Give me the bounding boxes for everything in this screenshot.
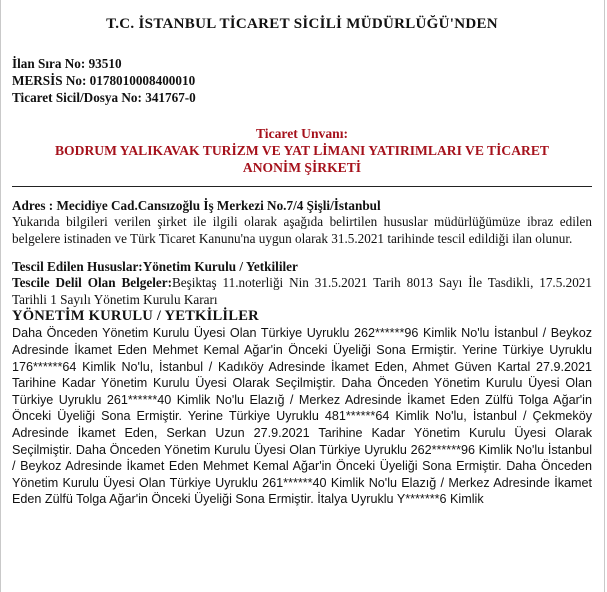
- address-label: Adres :: [12, 198, 54, 213]
- board-changes-text: Daha Önceden Yönetim Kurulu Üyesi Olan Türkiye Uyruklu 262******96 Kimlik No'lu İstanbul / Beykoz Adresinde İkamet Eden Mehmet Kemal Ağar'in Önceki Üyeliği Sona Ermiştir. Yerine Türkiye Uyruklu 176******64 Kimlik No'lu, İstanbul / Kadıköy Adresinde İkamet Eden, Ahmet Güven Kartal 27.9.2021 Tarihine Kadar Yönetim Kurulu Üyesi Olarak Seçilmiştir. Daha Önceden Yönetim Kurulu Üyesi Olan Türkiye Uyruklu 261******40 Kimlik No'lu Elazığ / Merkez Adresinde İkamet Eden Zülfü Tolga Ağar'in Önceki Üyeliği Sona Ermiştir. Yerine Türkiye Uyruklu 481******64 Kimlik No'lu, İstanbul / Çekmeköy Adresinde İkamet Eden, Serkan Uzun 27.9.2021 Tarihine Kadar Yönetim Kurulu Üyesi Olarak Seçilmiştir. Daha Önceden Yönetim Kurulu Üyesi Olan Türkiye Uyruklu 262******96 Kimlik No'lu İstanbul / Beykoz Adresinde İkamet Eden Mehmet Kemal Ağar'in Önceki Üyeliği Sona Ermiştir. Daha Önceden Yönetim Kurulu Üyesi Olan Türkiye Uyruklu 261******40 Kimlik No'lu Elazığ / Merkez Adresinde İkamet Eden Zülfü Tolga Ağar'in Önceki Üyeliği Sona Ermiştir. İtalya Uyruklu Y*******6 Kimlik: [12, 326, 592, 507]
- mersis-line: [12, 72, 592, 89]
- trade-name-label: Ticaret Unvanı:: [255, 126, 348, 141]
- ilan-sira-label: İlan Sıra No:: [12, 56, 86, 71]
- evidence-documents-paragraph: [12, 275, 592, 308]
- meta-block: [12, 55, 592, 106]
- mersis-label: MERSİS No:: [12, 73, 87, 88]
- trade-name-block: [12, 125, 592, 176]
- intro-paragraph: Yukarıda bilgileri verilen şirket ile ilgili olarak aşağıda belirtilen hususlar müdürlüğümüze ibraz edilen belgelere istinaden ve Türk Ticaret Kanunu'na uygun olarak 31.5.2021 tarihinde tescil edildiği ilan olunur.: [12, 214, 592, 246]
- section-title: YÖNETİM KURULU / YETKİLİLER: [12, 308, 259, 325]
- registered-matters-value: Yönetim Kurulu / Yetkililer: [142, 259, 298, 275]
- mersis-value: 0178010008400010: [89, 73, 196, 88]
- sicil-label: Ticaret Sicil/Dosya No:: [12, 90, 142, 105]
- evidence-documents-value: Beşiktaş 11.noterliği Nin 31.5.2021 Tarih 8013 Sayı İle Tasdikli, 17.5.2021 Tarihli 1 Sayılı Yönetim Kurulu Kararı: [12, 275, 592, 307]
- section-divider: [12, 186, 592, 187]
- address-line: [12, 197, 592, 214]
- registered-matters-line: [12, 258, 592, 275]
- sicil-line: [12, 89, 592, 106]
- company-name: BODRUM YALIKAVAK TURİZM VE YAT LİMANI YATIRIMLARI VE TİCARET ANONİM ŞİRKETİ: [54, 143, 550, 175]
- ilan-sira-value: 93510: [88, 56, 122, 71]
- address-value: Mecidiye Cad.Cansızoğlu İş Merkezi No.7/4 Şişli/İstanbul: [56, 198, 381, 213]
- sicil-value: 341767-0: [145, 90, 196, 105]
- evidence-documents-label: Tescile Delil Olan Belgeler:: [12, 275, 172, 291]
- ilan-sira-line: [12, 55, 592, 72]
- registry-office-heading: T.C. İSTANBUL TİCARET SİCİLİ MÜDÜRLÜĞÜ'NDEN: [106, 16, 498, 32]
- registered-matters-label: Tescil Edilen Hususlar:: [12, 259, 143, 275]
- spacer: [12, 247, 592, 258]
